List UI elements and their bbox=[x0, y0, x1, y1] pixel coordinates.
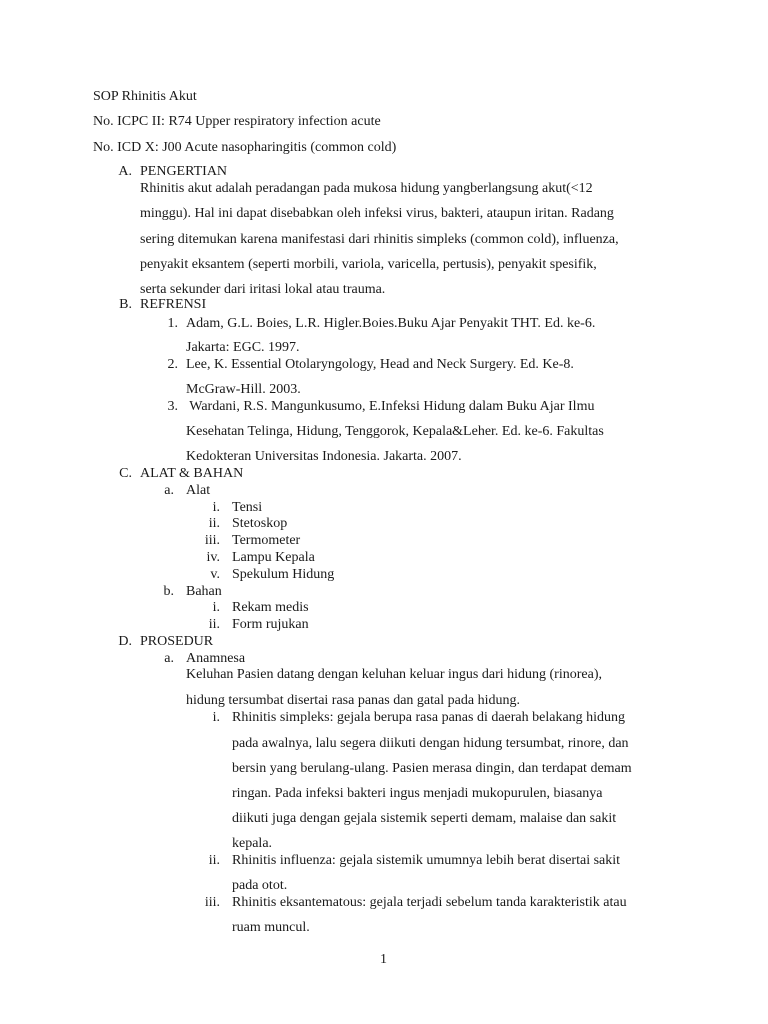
reference-number: 3. bbox=[167, 399, 178, 414]
reference-line: Adam, G.L. Boies, L.R. Higler.Boies.Buku Ajar Penyakit THT. Ed. ke-6. bbox=[186, 316, 596, 331]
item-line: kepala. bbox=[232, 836, 273, 851]
list-item: Tensi bbox=[232, 500, 263, 515]
item-line: bersin yang berulang-ulang. Pasien merasa dingin, dan terdapat demam bbox=[232, 761, 632, 776]
paragraph-line: penyakit eksantem (seperti morbili, variola, varicella, pertusis), penyakit spesifik, bbox=[140, 257, 597, 272]
sublist-marker: a. bbox=[164, 483, 174, 498]
reference-line: Kesehatan Telinga, Hidung, Tenggorok, Kepala&Leher. Ed. ke-6. Fakultas bbox=[186, 424, 604, 439]
item-number: iii. bbox=[204, 895, 220, 910]
item-number: ii. bbox=[208, 516, 220, 531]
item-number: i. bbox=[212, 710, 220, 725]
section-marker: C. bbox=[119, 466, 132, 481]
paragraph-line: Rhinitis akut adalah peradangan pada mukosa hidung yangberlangsung akut(<12 bbox=[140, 181, 593, 196]
item-line: Rhinitis eksantematous: gejala terjadi sebelum tanda karakteristik atau bbox=[232, 895, 627, 910]
item-number: v. bbox=[210, 567, 220, 582]
sublist-label: Anamnesa bbox=[186, 651, 246, 666]
list-item: Rekam medis bbox=[232, 600, 309, 615]
list-item: Stetoskop bbox=[232, 516, 288, 531]
reference-line: Kedokteran Universitas Indonesia. Jakarta. 2007. bbox=[186, 449, 462, 464]
section-heading: PENGERTIAN bbox=[140, 164, 228, 179]
reference-number: 2. bbox=[167, 357, 178, 372]
item-line: ruam muncul. bbox=[232, 920, 310, 935]
section-heading: REFRENSI bbox=[140, 297, 207, 312]
sublist-marker: a. bbox=[164, 651, 174, 666]
icd-code: No. ICD X: J00 Acute nasopharingitis (common cold) bbox=[93, 140, 397, 155]
item-number: ii. bbox=[208, 853, 220, 868]
item-line: Rhinitis influenza: gejala sistemik umumnya lebih berat disertai sakit bbox=[232, 853, 621, 868]
paragraph-line: serta sekunder dari iritasi lokal atau trauma. bbox=[140, 282, 386, 297]
reference-number: 1. bbox=[167, 316, 178, 331]
sublist-label: Alat bbox=[186, 483, 211, 498]
paragraph-line: sering ditemukan karena manifestasi dari rhinitis simpleks (common cold), influenza, bbox=[140, 232, 619, 247]
item-line: diikuti juga dengan gejala sistemik seperti demam, malaise dan sakit bbox=[232, 811, 617, 826]
paragraph-line: minggu). Hal ini dapat disebabkan oleh infeksi virus, bakteri, ataupun iritan. Radang bbox=[140, 206, 614, 221]
icpc-code: No. ICPC II: R74 Upper respiratory infection acute bbox=[93, 114, 381, 129]
sublist-marker: b. bbox=[163, 584, 174, 599]
item-line: ringan. Pada infeksi bakteri ingus menjadi mukopurulen, biasanya bbox=[232, 786, 603, 801]
section-heading: ALAT & BAHAN bbox=[140, 466, 244, 481]
list-item: Lampu Kepala bbox=[232, 550, 315, 565]
item-number: ii. bbox=[208, 617, 220, 632]
item-number: iii. bbox=[204, 533, 220, 548]
list-item: Termometer bbox=[232, 533, 301, 548]
reference-line: Wardani, R.S. Mangunkusumo, E.Infeksi Hidung dalam Buku Ajar Ilmu bbox=[186, 399, 595, 414]
reference-line: Jakarta: EGC. 1997. bbox=[186, 340, 300, 355]
section-marker: D. bbox=[118, 634, 132, 649]
item-line: pada otot. bbox=[232, 878, 288, 893]
section-heading: PROSEDUR bbox=[140, 634, 214, 649]
item-number: i. bbox=[212, 500, 220, 515]
item-number: i. bbox=[212, 600, 220, 615]
list-item: Spekulum Hidung bbox=[232, 567, 335, 582]
paragraph-line: hidung tersumbat disertai rasa panas dan gatal pada hidung. bbox=[186, 693, 520, 708]
item-line: pada awalnya, lalu segera diikuti dengan hidung tersumbat, rinore, dan bbox=[232, 736, 629, 751]
sublist-label: Bahan bbox=[186, 584, 222, 599]
paragraph-line: Keluhan Pasien datang dengan keluhan keluar ingus dari hidung (rinorea), bbox=[186, 667, 602, 682]
document-title: SOP Rhinitis Akut bbox=[93, 89, 197, 104]
reference-line: Lee, K. Essential Otolaryngology, Head and Neck Surgery. Ed. Ke-8. bbox=[186, 357, 574, 372]
section-marker: B. bbox=[119, 297, 132, 312]
item-line: Rhinitis simpleks: gejala berupa rasa panas di daerah belakang hidung bbox=[232, 710, 626, 725]
reference-line: McGraw-Hill. 2003. bbox=[186, 382, 301, 397]
item-number: iv. bbox=[206, 550, 220, 565]
page-number: 1 bbox=[380, 952, 387, 967]
section-marker: A. bbox=[118, 164, 132, 179]
list-item: Form rujukan bbox=[232, 617, 309, 632]
